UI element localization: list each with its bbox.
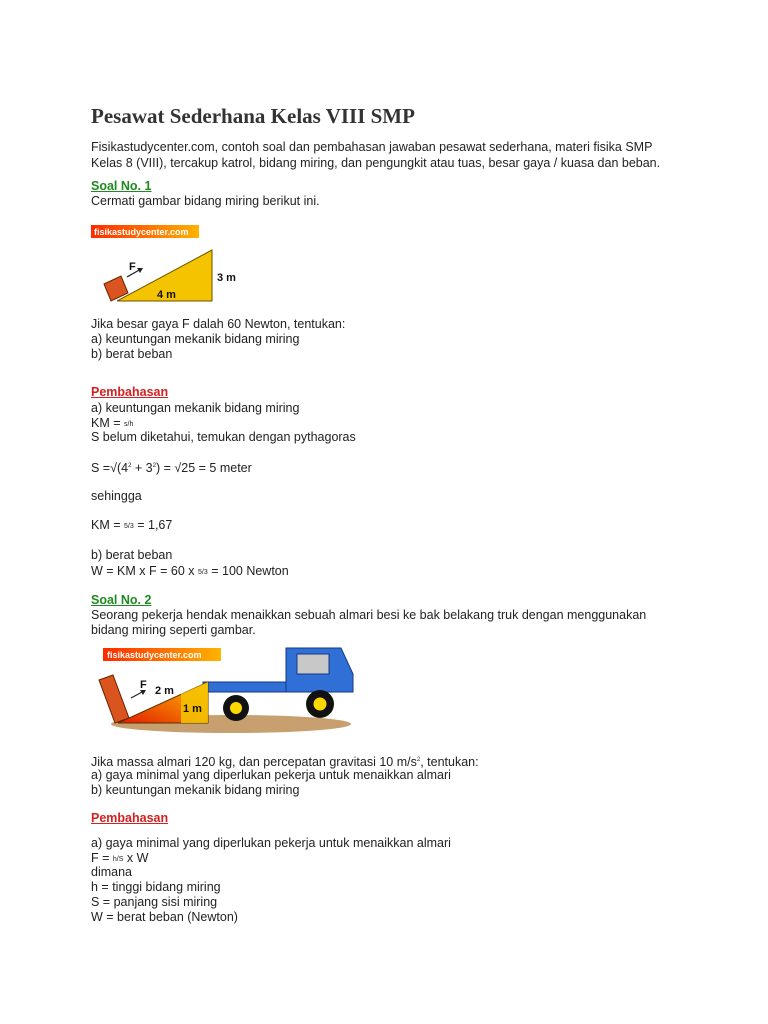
- intro-line-1: Fisikastudycenter.com, contoh soal dan pembahasan jawaban pesawat sederhana, materi fisika SMP: [91, 140, 653, 154]
- km-result-numerator: 5: [124, 523, 128, 530]
- pyth-exp-1: 2: [128, 463, 132, 469]
- def-s: S = panjang sisi miring: [91, 895, 218, 909]
- truck-incline-figure: [91, 642, 361, 738]
- w-result-numerator: 5: [197, 569, 202, 576]
- km-denominator: h: [129, 421, 134, 428]
- sehingga-text: sehingga: [91, 489, 142, 503]
- s-unknown-text: S belum diketahui, temukan dengan pythagoras: [91, 430, 356, 444]
- f-formula-prefix: F =: [91, 851, 113, 865]
- pembahasan-1-heading[interactable]: Pembahasan: [91, 385, 169, 399]
- soal-1-heading[interactable]: Soal No. 1: [91, 179, 152, 193]
- dimana-text: dimana: [91, 865, 132, 879]
- km-formula-prefix: KM =: [91, 416, 124, 430]
- w-result-prefix: W = KM x F = 60 x: [91, 564, 198, 578]
- pyth-part-b: + 3: [131, 461, 153, 476]
- pembahasan-2-heading[interactable]: Pembahasan: [91, 811, 169, 825]
- pembahasan-1-b-label: b) berat beban: [91, 548, 173, 562]
- pyth-part-c: ) = √25 = 5 meter: [155, 461, 252, 476]
- soal-2-prompt-line-2: bidang miring seperti gambar.: [91, 623, 256, 637]
- height-label: 3 m: [217, 272, 236, 284]
- force-label-2: F: [140, 679, 147, 691]
- soal-1-question-line-1: Jika besar gaya F dalah 60 Newton, tentukan:: [91, 317, 346, 331]
- pythagoras-formula: [91, 459, 252, 476]
- soal-1-question-line-3: b) berat beban: [91, 347, 173, 361]
- soal-2-question-a: a) gaya minimal yang diperlukan pekerja untuk menaikkan almari: [91, 768, 451, 782]
- w-result-denominator: 3: [203, 569, 208, 576]
- height-label-2: 1 m: [183, 703, 202, 715]
- w-result-suffix: = 100 Newton: [207, 564, 289, 578]
- pembahasan-1-a-label: a) keuntungan mekanik bidang miring: [91, 401, 300, 415]
- page-title: Pesawat Sederhana Kelas VIII SMP: [91, 104, 415, 128]
- km-formula: KM = s/h: [91, 416, 134, 430]
- pembahasan-2-a-label: a) gaya minimal yang diperlukan pekerja untuk menaikkan almari: [91, 836, 451, 850]
- watermark-text-2: fisikastudycenter.com: [107, 650, 202, 660]
- pyth-part-a: S =√(4: [91, 461, 129, 476]
- base-label: 4 m: [157, 289, 176, 301]
- soal-2-question-b: b) keuntungan mekanik bidang miring: [91, 783, 300, 797]
- soal-2-question-suffix: , tentukan:: [420, 755, 479, 770]
- f-numerator: h: [112, 856, 117, 863]
- incline-figure-1: [91, 223, 251, 305]
- soal-2-heading[interactable]: Soal No. 2: [91, 593, 152, 607]
- almari-box: [99, 675, 129, 723]
- f-denominator: S: [118, 856, 124, 863]
- km-result-suffix: = 1,67: [133, 518, 173, 532]
- soal-1-prompt: Cermati gambar bidang miring berikut ini.: [91, 194, 320, 208]
- f-formula-suffix: x W: [123, 851, 149, 865]
- w-result: W = KM x F = 60 x 5/3 = 100 Newton: [91, 564, 289, 578]
- pyth-exp-2: 2: [152, 463, 156, 469]
- slope-label: 2 m: [155, 685, 174, 697]
- truck-window: [297, 654, 329, 674]
- km-numerator: s: [124, 421, 128, 428]
- km-result-prefix: KM =: [91, 518, 124, 532]
- def-h: h = tinggi bidang miring: [91, 880, 221, 894]
- front-wheel-hub: [314, 698, 327, 711]
- km-result-denominator: 3: [129, 523, 134, 530]
- watermark-text: fisikastudycenter.com: [94, 227, 189, 237]
- km-result: KM = 5/3 = 1,67: [91, 518, 173, 532]
- rear-wheel-hub: [230, 702, 242, 714]
- soal-2-question-exp: 2: [416, 757, 421, 763]
- intro-line-2: Kelas 8 (VIII), tercakup katrol, bidang miring, dan pengungkit atau tuas, besar gaya / kuasa dan beban.: [91, 156, 661, 170]
- soal-2-question-prefix: Jika massa almari 120 kg, dan percepatan gravitasi 10 m/s: [91, 755, 417, 770]
- f-formula: F = h/S x W: [91, 851, 149, 865]
- soal-2-prompt-line-1: Seorang pekerja hendak menaikkan sebuah almari besi ke bak belakang truk dengan menggunakan: [91, 608, 647, 622]
- soal-1-question-line-2: a) keuntungan mekanik bidang miring: [91, 332, 300, 346]
- force-label: F: [129, 261, 136, 273]
- def-w: W = berat beban (Newton): [91, 910, 238, 924]
